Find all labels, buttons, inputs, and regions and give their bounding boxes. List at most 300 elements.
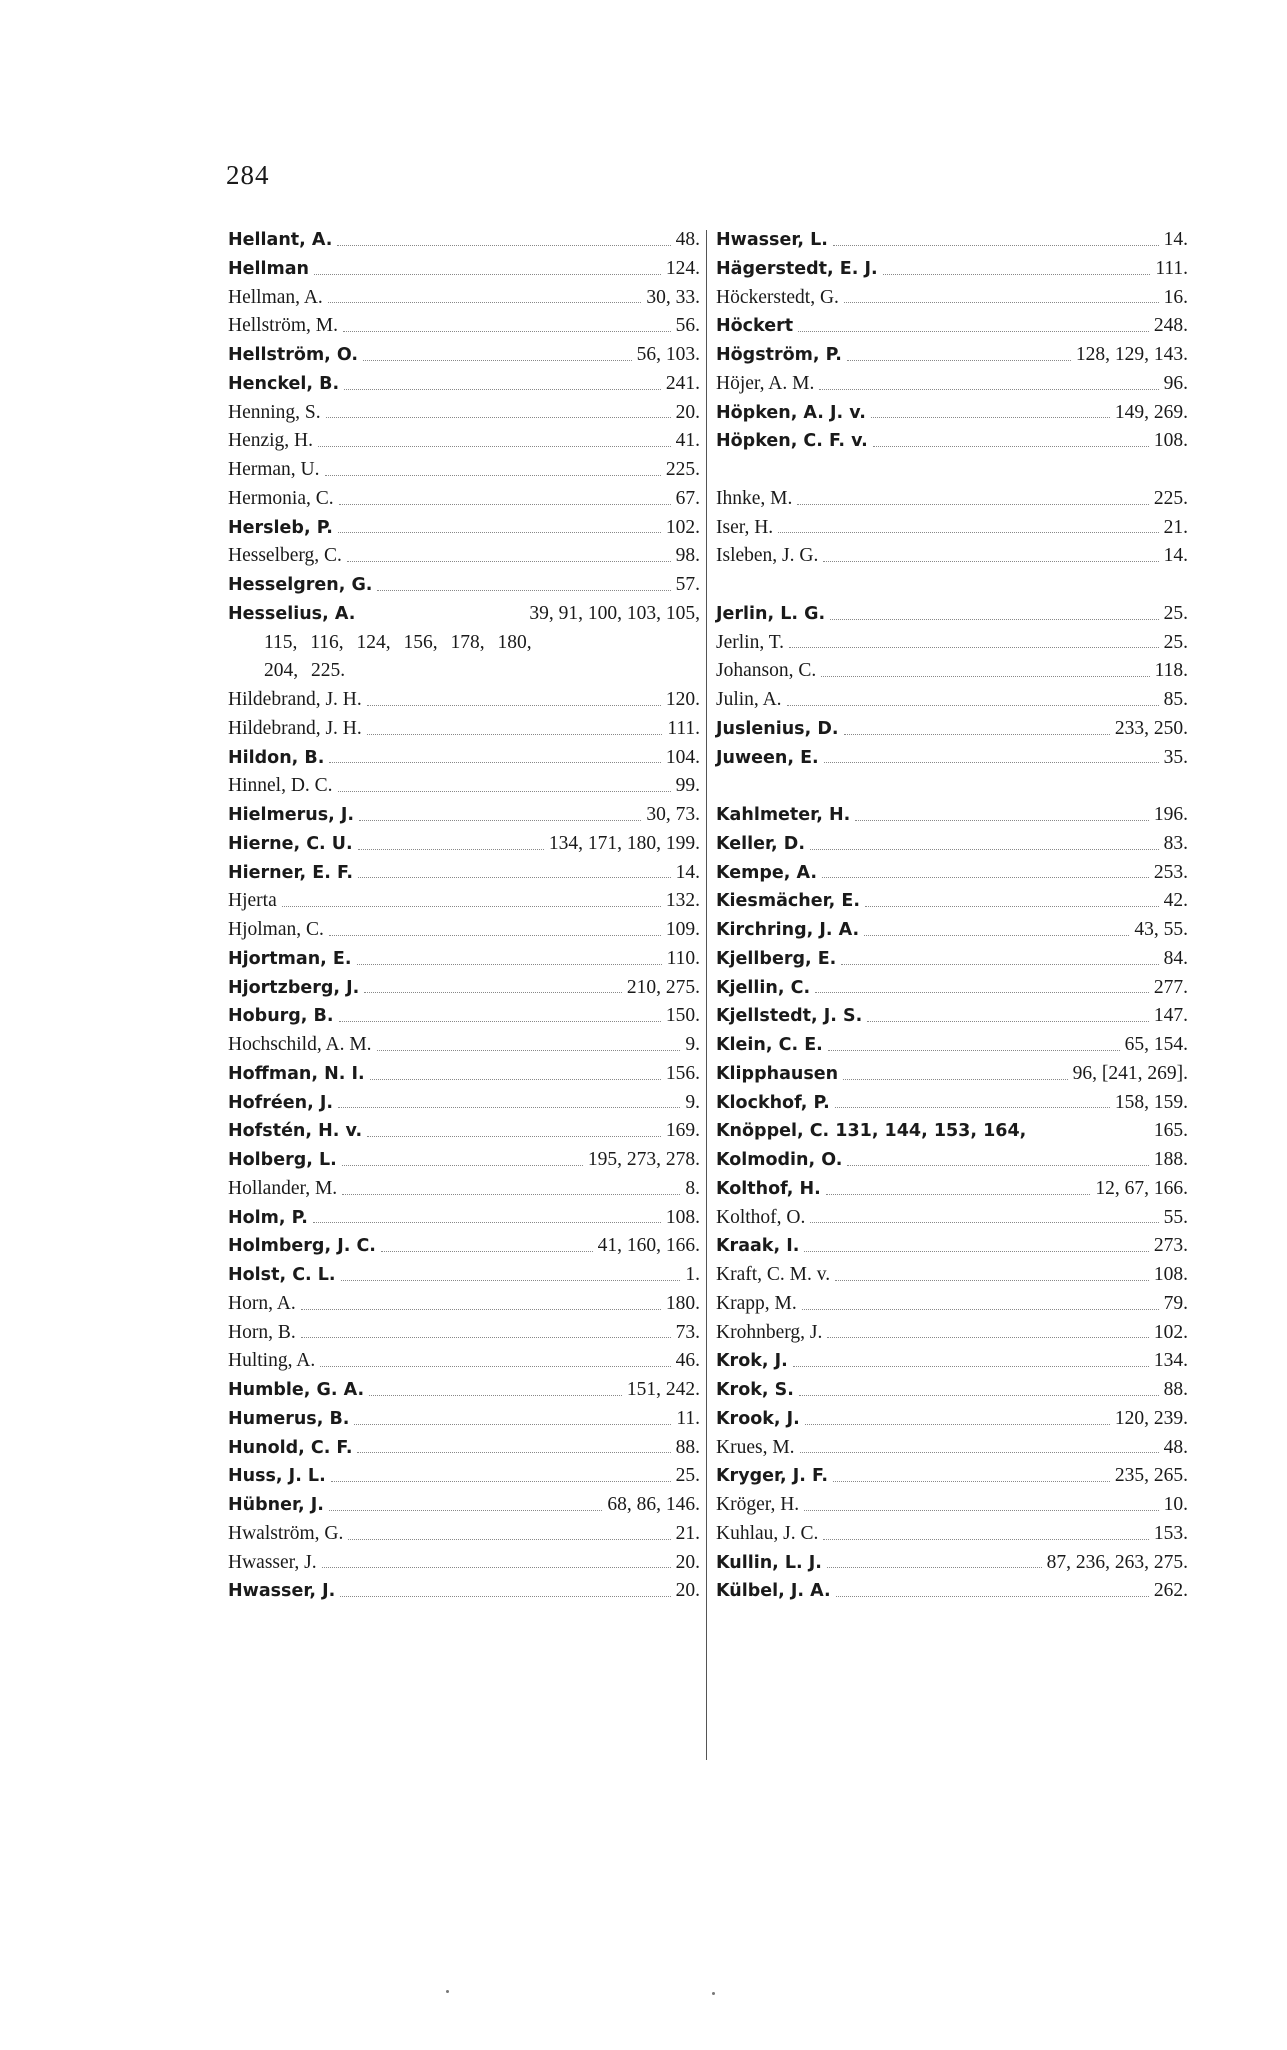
entry-name: Hellant, A. bbox=[228, 230, 333, 250]
leader-dots bbox=[826, 1194, 1091, 1195]
leader-dots bbox=[337, 245, 670, 246]
entry-pages: 120, 239. bbox=[1114, 1407, 1188, 1429]
entry-name: Krok, S. bbox=[716, 1380, 794, 1400]
leader-dots bbox=[331, 1481, 671, 1482]
entry-pages: 8. bbox=[685, 1177, 700, 1199]
entry-name: Hildebrand, J. H. bbox=[228, 717, 362, 739]
leader-dots bbox=[325, 475, 661, 476]
entry-pages: 108. bbox=[1153, 1264, 1188, 1285]
entry-pages: 85. bbox=[1163, 689, 1188, 710]
index-entry bbox=[228, 830, 700, 859]
index-entry bbox=[716, 1002, 1188, 1031]
leader-dots bbox=[354, 1424, 671, 1425]
leader-dots bbox=[833, 1481, 1110, 1482]
index-entry bbox=[228, 1491, 700, 1520]
entry-name: Hersleb, P. bbox=[228, 517, 333, 538]
index-entry bbox=[716, 312, 1188, 341]
leader-dots bbox=[847, 1165, 1148, 1166]
leader-dots bbox=[798, 331, 1149, 332]
entry-pages: 102. bbox=[1153, 1321, 1188, 1343]
index-entry bbox=[228, 1002, 700, 1031]
index-entry bbox=[716, 399, 1188, 428]
entry-name: Krohnberg, J. bbox=[716, 1321, 823, 1343]
entry-pages: 110. bbox=[666, 947, 700, 969]
index-entry bbox=[228, 255, 700, 284]
leader-dots bbox=[828, 1050, 1120, 1051]
leader-dots bbox=[815, 992, 1149, 993]
leader-dots bbox=[800, 1452, 1159, 1453]
index-column-left bbox=[228, 226, 700, 1606]
leader-dots bbox=[810, 1222, 1158, 1223]
entry-name: Holst, C. L. bbox=[228, 1265, 336, 1285]
speck bbox=[712, 1992, 715, 1995]
leader-dots bbox=[282, 906, 661, 907]
page-number: 284 bbox=[226, 160, 270, 190]
entry-name: Hofstén, H. v. bbox=[228, 1121, 363, 1142]
entry-name: Julin, A. bbox=[716, 689, 782, 710]
entry-name: Kraft, C. M. v. bbox=[716, 1264, 831, 1285]
leader-dots bbox=[381, 1251, 593, 1252]
entry-name: Hwasser, J. bbox=[228, 1581, 336, 1602]
entry-pages: 68, 86, 146. bbox=[607, 1494, 700, 1515]
leader-dots bbox=[329, 1510, 602, 1511]
leader-dots bbox=[823, 561, 1158, 562]
entry-pages: 109. bbox=[665, 919, 700, 940]
leader-dots bbox=[320, 1366, 670, 1367]
entry-pages: 118. bbox=[1154, 660, 1188, 682]
index-entry bbox=[228, 600, 700, 629]
entry-name: Knöppel, C. 131, 144, 153, 164, bbox=[716, 1121, 1027, 1142]
index-entry bbox=[228, 1146, 700, 1175]
entry-pages: 169. bbox=[665, 1120, 700, 1142]
entry-pages: 253. bbox=[1153, 861, 1188, 883]
index-entry bbox=[228, 1577, 700, 1606]
entry-name: Kjellstedt, J. S. bbox=[716, 1006, 863, 1027]
entry-name: Hildon, B. bbox=[228, 747, 325, 768]
leader-dots bbox=[787, 705, 1159, 706]
leader-dots bbox=[789, 647, 1159, 648]
index-entry bbox=[228, 974, 700, 1003]
entry-name: Kolthof, H. bbox=[716, 1178, 821, 1199]
entry-pages: 108. bbox=[665, 1206, 700, 1228]
leader-dots bbox=[797, 504, 1149, 505]
leader-dots bbox=[357, 1452, 670, 1453]
index-entry bbox=[716, 1434, 1188, 1463]
leader-dots bbox=[301, 1337, 671, 1338]
index-entry bbox=[716, 657, 1188, 686]
entry-name: Jerlin, T. bbox=[716, 631, 785, 653]
entry-pages: 225. bbox=[1153, 487, 1188, 509]
entry-name: Henning, S. bbox=[228, 401, 321, 423]
entry-pages: 83. bbox=[1163, 832, 1188, 854]
index-entry bbox=[716, 887, 1188, 916]
index-entry bbox=[228, 1405, 700, 1434]
entry-pages: 21. bbox=[675, 1522, 700, 1544]
entry-pages: 153. bbox=[1153, 1522, 1188, 1544]
leader-dots bbox=[836, 1596, 1149, 1597]
leader-dots bbox=[341, 1280, 681, 1281]
entry-name: Kempe, A. bbox=[716, 862, 818, 883]
index-entry bbox=[228, 715, 700, 744]
leader-dots bbox=[841, 964, 1158, 965]
index-entry bbox=[228, 1204, 700, 1233]
entry-pages: 57. bbox=[675, 574, 700, 595]
index-entry bbox=[228, 744, 700, 773]
leader-dots bbox=[363, 360, 632, 361]
leader-dots bbox=[830, 619, 1159, 620]
entry-name: Holm, P. bbox=[228, 1207, 308, 1228]
entry-pages: 14. bbox=[675, 861, 700, 883]
leader-dots bbox=[844, 734, 1110, 735]
entry-name: Hoffman, N. I. bbox=[228, 1063, 365, 1084]
entry-pages: 87, 236, 263, 275. bbox=[1046, 1551, 1188, 1573]
entry-name: Hjolman, C. bbox=[228, 919, 324, 940]
leader-dots bbox=[804, 1251, 1149, 1252]
index-entry bbox=[228, 1376, 700, 1405]
leader-dots bbox=[338, 791, 671, 792]
leader-dots bbox=[833, 245, 1159, 246]
leader-dots bbox=[338, 532, 661, 533]
entry-name: Högström, P. bbox=[716, 345, 842, 365]
entry-pages: 30, 73. bbox=[646, 804, 700, 825]
index-entry bbox=[716, 916, 1188, 945]
entry-pages: 25. bbox=[1163, 631, 1188, 653]
entry-pages: 128, 129, 143. bbox=[1075, 344, 1188, 365]
leader-dots bbox=[358, 877, 671, 878]
leader-dots bbox=[359, 820, 641, 821]
index-entry bbox=[716, 686, 1188, 715]
entry-name: Hwasser, J. bbox=[228, 1551, 317, 1573]
entry-pages: 241. bbox=[665, 372, 700, 394]
entry-pages: 21. bbox=[1163, 516, 1188, 538]
entry-pages: 14. bbox=[1163, 545, 1188, 567]
index-entry bbox=[716, 1089, 1188, 1118]
leader-dots bbox=[824, 762, 1159, 763]
leader-dots bbox=[883, 274, 1151, 275]
index-entry bbox=[716, 1491, 1188, 1520]
entry-pages: 25. bbox=[675, 1465, 700, 1487]
entry-pages: 14. bbox=[1163, 229, 1188, 250]
entry-name: Hellman bbox=[228, 258, 310, 279]
leader-dots bbox=[358, 849, 544, 850]
index-entry bbox=[716, 341, 1188, 370]
leader-dots bbox=[802, 1309, 1159, 1310]
entry-pages: 16. bbox=[1163, 286, 1188, 308]
entry-name: Kraak, I. bbox=[716, 1236, 800, 1257]
entry-pages: 165. bbox=[1153, 1120, 1188, 1142]
entry-name: Krook, J. bbox=[716, 1408, 800, 1429]
leader-dots bbox=[867, 1021, 1149, 1022]
index-entry bbox=[716, 1319, 1188, 1348]
leader-dots bbox=[823, 1539, 1149, 1540]
entry-name: Hofréen, J. bbox=[228, 1092, 334, 1113]
entry-name: Höckerstedt, G. bbox=[716, 286, 839, 308]
entry-pages: 277. bbox=[1153, 976, 1188, 998]
entry-name: Hochschild, A. M. bbox=[228, 1034, 372, 1055]
entry-pages: 35. bbox=[1163, 746, 1188, 768]
index-entry bbox=[716, 1462, 1188, 1491]
index-entry bbox=[228, 916, 700, 945]
entry-name: Humerus, B. bbox=[228, 1408, 350, 1429]
entry-pages: 1. bbox=[685, 1264, 700, 1285]
entry-name: Klein, C. E. bbox=[716, 1035, 823, 1055]
index-entry bbox=[228, 226, 700, 255]
entry-name: Kolthof, O. bbox=[716, 1206, 806, 1228]
entry-name: Hierner, E. F. bbox=[228, 862, 353, 883]
entry-pages: 12, 67, 166. bbox=[1095, 1177, 1188, 1199]
entry-pages: 124. bbox=[665, 257, 700, 279]
entry-pages: 108. bbox=[1153, 430, 1188, 452]
entry-pages: 273. bbox=[1153, 1235, 1188, 1257]
entry-name: Humble, G. A. bbox=[228, 1380, 365, 1400]
leader-dots bbox=[326, 417, 671, 418]
index-entry bbox=[228, 284, 700, 313]
leader-dots bbox=[364, 992, 622, 993]
leader-dots bbox=[328, 302, 642, 303]
entry-name: Hägerstedt, E. J. bbox=[716, 258, 878, 279]
index-entry bbox=[716, 1117, 1188, 1146]
entry-name: Henzig, H. bbox=[228, 430, 314, 452]
leader-dots bbox=[843, 1079, 1068, 1080]
index-entry bbox=[716, 1405, 1188, 1434]
leader-dots bbox=[342, 1194, 680, 1195]
index-entry bbox=[716, 1261, 1188, 1290]
entry-pages: 147. bbox=[1153, 1005, 1188, 1027]
entry-name: Henckel, B. bbox=[228, 373, 340, 394]
entry-name: Hellman, A. bbox=[228, 286, 323, 308]
entry-pages: 99. bbox=[675, 775, 700, 797]
leader-dots bbox=[835, 1280, 1149, 1281]
leader-dots bbox=[847, 360, 1071, 361]
entry-pages: 111. bbox=[667, 717, 700, 739]
entry-pages: 132. bbox=[665, 890, 700, 912]
entry-name: Höpken, A. J. v. bbox=[716, 402, 866, 423]
leader-dots bbox=[805, 1424, 1110, 1425]
index-entry bbox=[228, 1520, 700, 1549]
entry-pages: 41. bbox=[675, 430, 700, 452]
entry-name: Hierne, C. U. bbox=[228, 833, 353, 854]
entry-pages: 96. bbox=[1163, 372, 1188, 394]
index-entry bbox=[228, 1089, 700, 1118]
index-entry bbox=[716, 1146, 1188, 1175]
index-entry bbox=[716, 1031, 1188, 1060]
index-entry bbox=[228, 427, 700, 456]
index-entry bbox=[228, 1290, 700, 1319]
entry-pages: 41, 160, 166. bbox=[597, 1235, 700, 1257]
entry-name: Hinnel, D. C. bbox=[228, 775, 333, 797]
entry-pages: 46. bbox=[675, 1350, 700, 1372]
entry-name: Kirchring, J. A. bbox=[716, 920, 860, 940]
entry-name: Holmberg, J. C. bbox=[228, 1236, 376, 1257]
leader-dots bbox=[377, 590, 670, 591]
leader-dots bbox=[873, 446, 1149, 447]
leader-dots bbox=[370, 1079, 661, 1080]
entry-pages: 150. bbox=[665, 1005, 700, 1027]
entry-name: Huss, J. L. bbox=[228, 1466, 326, 1487]
entry-name: Kiesmächer, E. bbox=[716, 891, 860, 912]
speck bbox=[446, 1990, 449, 1993]
entry-pages: 39, 91, 100, 103, 105, bbox=[529, 602, 700, 624]
entry-name: Klipphausen bbox=[716, 1063, 839, 1084]
leader-dots bbox=[318, 446, 671, 447]
entry-pages: 20. bbox=[675, 401, 700, 423]
index-entry bbox=[716, 629, 1188, 658]
leader-dots bbox=[377, 1050, 681, 1051]
index-entry bbox=[716, 600, 1188, 629]
index-entry bbox=[716, 1204, 1188, 1233]
entry-pages: 43, 55. bbox=[1134, 919, 1188, 940]
entry-pages: 65, 154. bbox=[1124, 1034, 1188, 1055]
leader-dots bbox=[357, 964, 662, 965]
entry-name: Hermonia, C. bbox=[228, 487, 334, 509]
leader-dots bbox=[367, 1136, 661, 1137]
leader-dots bbox=[819, 389, 1158, 390]
entry-name: Herman, U. bbox=[228, 459, 320, 480]
index-entry bbox=[228, 1347, 700, 1376]
entry-name: Höjer, A. M. bbox=[716, 372, 815, 394]
entry-name: Hjerta bbox=[228, 890, 277, 912]
entry-pages: 88. bbox=[1163, 1379, 1188, 1400]
leader-dots bbox=[822, 877, 1149, 878]
entry-pages: 73. bbox=[675, 1321, 700, 1343]
entry-pages: 67. bbox=[675, 487, 700, 509]
entry-pages: 149, 269. bbox=[1114, 401, 1188, 423]
entry-name: Klockhof, P. bbox=[716, 1092, 830, 1113]
leader-dots bbox=[827, 1337, 1149, 1338]
index-entry bbox=[228, 1319, 700, 1348]
entry-name: Kröger, H. bbox=[716, 1494, 800, 1515]
entry-name: Höpken, C. F. v. bbox=[716, 431, 868, 452]
index-entry bbox=[228, 1031, 700, 1060]
leader-dots bbox=[835, 1107, 1110, 1108]
entry-name: Hildebrand, J. H. bbox=[228, 689, 362, 710]
index-entry bbox=[716, 945, 1188, 974]
index-entry bbox=[716, 830, 1188, 859]
leader-dots bbox=[329, 762, 660, 763]
entry-pages: 104. bbox=[665, 746, 700, 768]
index-entry bbox=[716, 427, 1188, 456]
entry-pages: 9. bbox=[685, 1034, 700, 1055]
index-entry bbox=[716, 514, 1188, 543]
entry-pages: 134, 171, 180, 199. bbox=[548, 832, 700, 854]
index-entry bbox=[228, 312, 700, 341]
entry-pages: 42. bbox=[1163, 890, 1188, 912]
index-entry bbox=[228, 686, 700, 715]
index-entry bbox=[716, 1060, 1188, 1089]
leader-dots bbox=[314, 274, 661, 275]
index-entry bbox=[228, 1175, 700, 1204]
index-entry bbox=[716, 715, 1188, 744]
entry-name: Külbel, J. A. bbox=[716, 1581, 831, 1602]
entry-name: Kjellin, C. bbox=[716, 977, 811, 998]
leader-dots bbox=[339, 504, 671, 505]
entry-pages: 196. bbox=[1153, 804, 1188, 825]
leader-dots bbox=[799, 1395, 1159, 1396]
leader-dots bbox=[322, 1567, 671, 1568]
entry-pages: 188. bbox=[1153, 1149, 1188, 1170]
entry-pages: 56, 103. bbox=[636, 344, 700, 365]
entry-name: Hesselgren, G. bbox=[228, 575, 373, 595]
entry-pages: 204, 225. bbox=[264, 660, 346, 682]
entry-pages: 56. bbox=[675, 315, 700, 337]
index-entry bbox=[716, 1577, 1188, 1606]
entry-pages: 158, 159. bbox=[1114, 1091, 1188, 1113]
letter-group-gap bbox=[716, 571, 1188, 600]
index-entry bbox=[228, 629, 700, 658]
entry-name: Kolmodin, O. bbox=[716, 1150, 843, 1170]
leader-dots bbox=[864, 935, 1129, 936]
entry-pages: 233, 250. bbox=[1114, 717, 1188, 739]
entry-pages: 20. bbox=[675, 1551, 700, 1573]
index-entry bbox=[228, 514, 700, 543]
entry-pages: 30, 33. bbox=[646, 286, 700, 308]
entry-name: Hjortzberg, J. bbox=[228, 977, 360, 998]
entry-pages: 262. bbox=[1153, 1580, 1188, 1602]
entry-name: Hjortman, E. bbox=[228, 948, 352, 969]
index-entry bbox=[228, 1261, 700, 1290]
index-entry bbox=[228, 1434, 700, 1463]
index-entry bbox=[716, 744, 1188, 773]
leader-dots bbox=[340, 1596, 670, 1597]
entry-name: Horn, A. bbox=[228, 1292, 296, 1314]
entry-name: Hulting, A. bbox=[228, 1350, 316, 1372]
letter-group-gap bbox=[716, 772, 1188, 801]
index-entry bbox=[716, 542, 1188, 571]
leader-dots bbox=[367, 705, 661, 706]
entry-name: Iser, H. bbox=[716, 516, 774, 538]
leader-dots bbox=[343, 331, 671, 332]
entry-pages: 25. bbox=[1163, 602, 1188, 624]
leader-dots bbox=[338, 1107, 680, 1108]
entry-name: Holberg, L. bbox=[228, 1150, 337, 1170]
leader-dots bbox=[827, 1567, 1042, 1568]
entry-name: Höckert bbox=[716, 316, 794, 337]
index-entry bbox=[228, 571, 700, 600]
index-entry bbox=[716, 255, 1188, 284]
entry-pages: 79. bbox=[1163, 1292, 1188, 1314]
leader-dots bbox=[810, 849, 1159, 850]
entry-name: Hellström, M. bbox=[228, 315, 338, 337]
leader-dots bbox=[844, 302, 1159, 303]
entry-name: Hwasser, L. bbox=[716, 230, 828, 250]
leader-dots bbox=[347, 561, 671, 562]
entry-pages: 102. bbox=[665, 516, 700, 538]
entry-pages: 48. bbox=[1163, 1436, 1188, 1458]
index-entry bbox=[716, 1290, 1188, 1319]
entry-name: Krues, M. bbox=[716, 1436, 795, 1458]
leader-dots bbox=[339, 1021, 661, 1022]
index-entry bbox=[228, 1232, 700, 1261]
index-entry bbox=[228, 1549, 700, 1578]
entry-pages: 48. bbox=[675, 229, 700, 250]
index-entry bbox=[716, 1232, 1188, 1261]
index-entry bbox=[228, 801, 700, 830]
index-column-right bbox=[716, 226, 1188, 1606]
entry-pages: 98. bbox=[675, 545, 700, 567]
leader-dots bbox=[369, 1395, 622, 1396]
entry-name: Hellström, O. bbox=[228, 345, 359, 365]
index-entry bbox=[228, 399, 700, 428]
entry-pages: 134. bbox=[1153, 1350, 1188, 1372]
entry-name: Isleben, J. G. bbox=[716, 545, 819, 567]
entry-name: Hesselius, A. bbox=[228, 603, 356, 624]
entry-pages: 111. bbox=[1155, 257, 1188, 279]
entry-pages: 20. bbox=[675, 1580, 700, 1602]
index-entry bbox=[228, 456, 700, 485]
entry-pages: 195, 273, 278. bbox=[587, 1149, 700, 1170]
entry-pages: 180. bbox=[665, 1292, 700, 1314]
index-entry bbox=[716, 1376, 1188, 1405]
